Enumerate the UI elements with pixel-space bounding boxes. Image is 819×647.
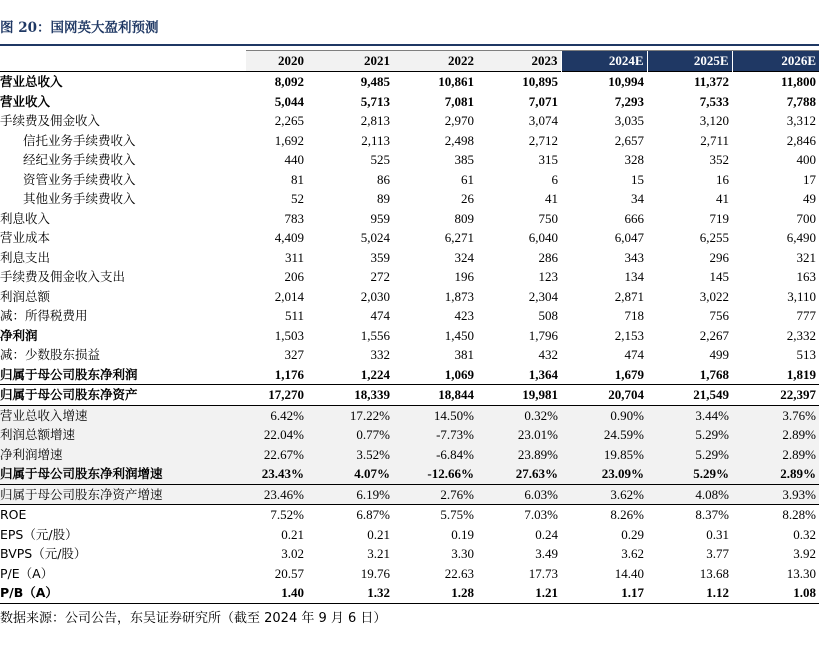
row-label: 净利润 — [0, 327, 38, 343]
cell-value: 2,153 — [614, 327, 644, 343]
cell-value: 23.09% — [561, 464, 647, 484]
row-label: 资管业务手续费收入 — [23, 171, 136, 187]
cell-value: 27.63% — [477, 464, 561, 484]
row-label: P/E（A） — [0, 565, 54, 581]
cell-value: 49 — [803, 191, 816, 206]
cell-value: 511 — [284, 308, 304, 323]
table-row — [0, 228, 819, 248]
table-row — [0, 287, 819, 307]
cell-value: 5.75% — [440, 507, 474, 522]
header-row — [0, 51, 819, 72]
cell-value: 783 — [284, 210, 304, 226]
row-label: P/B（A） — [0, 583, 246, 603]
table-row — [0, 92, 819, 112]
cell-value: 2,970 — [444, 113, 474, 128]
table-row — [0, 564, 819, 584]
cell-value: 432 — [538, 347, 558, 362]
row-label: 归属于母公司股东净资产 — [0, 385, 246, 406]
cell-value: 0.24 — [535, 526, 558, 542]
table-row — [0, 189, 819, 209]
cell-value: 2,014 — [274, 288, 304, 304]
cell-value: 296 — [709, 249, 729, 265]
cell-value: 24.59% — [561, 425, 647, 445]
cell-value: 2,871 — [614, 288, 644, 304]
cell-value: 11,372 — [647, 72, 732, 92]
cell-value: 61 — [461, 171, 474, 187]
cell-value: 145 — [709, 269, 729, 284]
table-row — [0, 111, 819, 131]
table-row — [0, 248, 819, 268]
cell-value: 328 — [624, 152, 644, 167]
cell-value: 3,035 — [614, 113, 644, 128]
col-header-2025e: 2025E — [647, 51, 732, 72]
cell-value: 6.19% — [307, 484, 393, 505]
cell-value: 20.57 — [274, 565, 304, 581]
cell-value: 1,768 — [647, 365, 732, 385]
cell-value: 7,533 — [699, 93, 729, 109]
cell-value: 0.32% — [477, 405, 561, 425]
cell-value: 809 — [454, 210, 474, 226]
cell-value: 163 — [796, 269, 816, 284]
cell-value: 3,120 — [699, 113, 729, 128]
cell-value: 0.29 — [621, 526, 644, 542]
cell-value: 3.62% — [561, 484, 647, 505]
source-note: 数据来源：公司公告，东吴证券研究所（截至 2024 年 9 月 6 日） — [0, 611, 387, 626]
cell-value: 123 — [538, 269, 558, 284]
cell-value: 3,110 — [787, 288, 816, 304]
row-label: 利息支出 — [0, 249, 51, 265]
cell-value: 1,819 — [732, 365, 819, 385]
cell-value: 21,549 — [647, 385, 732, 406]
cell-value: 2,846 — [786, 132, 816, 148]
cell-value: 5,024 — [360, 230, 390, 245]
row-label: 营业总收入增速 — [0, 405, 246, 425]
cell-value: 1,796 — [528, 327, 558, 343]
table-row — [0, 405, 819, 425]
cell-value: 5.29% — [647, 464, 732, 484]
cell-value: 1,364 — [477, 365, 561, 385]
cell-value: 499 — [709, 347, 729, 362]
cell-value: 2,030 — [360, 288, 390, 304]
cell-value: 381 — [454, 347, 474, 362]
cell-value: 15 — [631, 171, 644, 187]
cell-value: 474 — [370, 308, 390, 323]
table-row — [0, 345, 819, 365]
cell-value: 0.21 — [281, 526, 304, 542]
cell-value: 400 — [796, 152, 816, 167]
row-label: 利息收入 — [0, 210, 51, 226]
cell-value: 6.42% — [246, 405, 307, 425]
cell-value: 5,713 — [360, 93, 390, 109]
cell-value: 2,332 — [786, 327, 816, 343]
col-header-2022: 2022 — [393, 51, 477, 72]
cell-value: 3.44% — [647, 405, 732, 425]
cell-value: 134 — [624, 269, 644, 284]
cell-value: 196 — [454, 269, 474, 284]
cell-value: 8.28% — [782, 507, 816, 522]
row-label: 信托业务手续费收入 — [23, 132, 136, 148]
cell-value: 34 — [631, 191, 644, 206]
cell-value: 3.62 — [621, 546, 644, 561]
cell-value: 19,981 — [477, 385, 561, 406]
cell-value: 206 — [284, 269, 304, 284]
cell-value: 16 — [716, 171, 729, 187]
table-row — [0, 131, 819, 151]
row-label: 利润总额增速 — [0, 425, 246, 445]
cell-value: 385 — [454, 152, 474, 167]
row-label: 减：少数股东损益 — [0, 347, 101, 362]
table-row — [0, 209, 819, 229]
cell-value: 1,556 — [360, 327, 390, 343]
cell-value: 0.32 — [793, 526, 816, 542]
cell-value: 13.30 — [786, 565, 816, 581]
cell-value: -7.73% — [393, 425, 477, 445]
cell-value: 352 — [709, 152, 729, 167]
table-row — [0, 150, 819, 170]
cell-value: 23.01% — [477, 425, 561, 445]
row-label: EPS（元/股） — [0, 526, 78, 542]
cell-value: 1.28 — [393, 583, 477, 603]
row-label: 减：所得税费用 — [0, 308, 88, 323]
table-row — [0, 365, 819, 385]
cell-value: 1,692 — [274, 132, 304, 148]
cell-value: 666 — [624, 210, 644, 226]
cell-value: 7.03% — [524, 507, 558, 522]
cell-value: 2,498 — [444, 132, 474, 148]
cell-value: 23.89% — [477, 445, 561, 465]
col-header-2026e: 2026E — [732, 51, 819, 72]
row-label: BVPS（元/股） — [0, 546, 87, 561]
cell-value: 3.49 — [535, 546, 558, 561]
cell-value: 5.29% — [647, 425, 732, 445]
cell-value: 89 — [377, 191, 390, 206]
cell-value: 2,711 — [700, 132, 729, 148]
cell-value: 22,397 — [732, 385, 819, 406]
table-row — [0, 267, 819, 287]
cell-value: 18,339 — [307, 385, 393, 406]
cell-value: 327 — [284, 347, 304, 362]
cell-value: 6,047 — [614, 230, 644, 245]
cell-value: 1.17 — [561, 583, 647, 603]
cell-value: 6.87% — [356, 507, 390, 522]
cell-value: 19.85% — [561, 445, 647, 465]
cell-value: 2,813 — [360, 113, 390, 128]
cell-value: 2.89% — [732, 445, 819, 465]
cell-value: 321 — [796, 249, 816, 265]
cell-value: 2,712 — [528, 132, 558, 148]
cell-value: 20,704 — [561, 385, 647, 406]
row-label: 手续费及佣金收入支出 — [0, 269, 126, 284]
cell-value: 19.76 — [360, 565, 390, 581]
cell-value: 2,304 — [528, 288, 558, 304]
table-row — [0, 385, 819, 406]
row-label: 归属于母公司股东净资产增速 — [0, 484, 246, 505]
row-label: 经纪业务手续费收入 — [23, 152, 136, 167]
row-label: ROE — [0, 507, 27, 522]
table-row — [0, 326, 819, 346]
cell-value: 272 — [370, 269, 390, 284]
figure-title: 图 20：国网英大盈利预测 — [0, 20, 159, 36]
cell-value: 4,409 — [274, 230, 304, 245]
row-label: 营业收入 — [0, 93, 51, 109]
cell-value: 17 — [803, 171, 816, 187]
row-label: 营业总收入 — [0, 72, 246, 92]
cell-value: 315 — [538, 152, 558, 167]
cell-value: 1.12 — [647, 583, 732, 603]
row-label: 其他业务手续费收入 — [23, 191, 136, 206]
cell-value: 2.76% — [393, 484, 477, 505]
cell-value: 700 — [796, 210, 816, 226]
cell-value: 10,861 — [393, 72, 477, 92]
row-label: 净利润增速 — [0, 445, 246, 465]
cell-value: 2,657 — [614, 132, 644, 148]
cell-value: 718 — [624, 308, 644, 323]
col-header-2021: 2021 — [307, 51, 393, 72]
cell-value: 86 — [377, 171, 390, 187]
cell-value: 18,844 — [393, 385, 477, 406]
cell-value: 3.93% — [732, 484, 819, 505]
table-row — [0, 505, 819, 525]
col-header-2020: 2020 — [246, 51, 307, 72]
cell-value: 6,490 — [786, 230, 816, 245]
table-row — [0, 72, 819, 92]
table-row — [0, 583, 819, 603]
cell-value: 5,044 — [274, 93, 304, 109]
cell-value: 324 — [454, 249, 474, 265]
cell-value: 343 — [624, 249, 644, 265]
cell-value: 3.76% — [732, 405, 819, 425]
cell-value: 6,255 — [699, 230, 729, 245]
cell-value: 11,800 — [732, 72, 819, 92]
cell-value: 52 — [291, 191, 304, 206]
cell-value: 3.21 — [367, 546, 390, 561]
row-label: 手续费及佣金收入 — [0, 113, 101, 128]
cell-value: 7,071 — [528, 93, 558, 109]
cell-value: 4.08% — [647, 484, 732, 505]
cell-value: 311 — [284, 249, 304, 265]
cell-value: 1,503 — [274, 327, 304, 343]
cell-value: 10,895 — [477, 72, 561, 92]
cell-value: 22.04% — [246, 425, 307, 445]
cell-value: 2,265 — [274, 113, 304, 128]
cell-value: 6 — [551, 171, 558, 187]
cell-value: 1,450 — [444, 327, 474, 343]
cell-value: 719 — [709, 210, 729, 226]
cell-value: 508 — [538, 308, 558, 323]
cell-value: 6.03% — [477, 484, 561, 505]
cell-value: 4.07% — [307, 464, 393, 484]
cell-value: 22.67% — [246, 445, 307, 465]
cell-value: 359 — [370, 249, 390, 265]
table-row — [0, 425, 819, 445]
cell-value: 0.90% — [561, 405, 647, 425]
cell-value: 8.26% — [610, 507, 644, 522]
header-corner — [0, 51, 246, 72]
row-label: 利润总额 — [0, 288, 51, 304]
table-row — [0, 464, 819, 484]
cell-value: -6.84% — [393, 445, 477, 465]
cell-value: 41 — [545, 191, 558, 206]
table-row — [0, 445, 819, 465]
cell-value: 0.31 — [706, 526, 729, 542]
table-row — [0, 525, 819, 545]
cell-value: 1,679 — [561, 365, 647, 385]
cell-value: 1,873 — [444, 288, 474, 304]
table-row — [0, 544, 819, 564]
row-label: 归属于母公司股东净利润增速 — [0, 464, 246, 484]
cell-value: 3,074 — [528, 113, 558, 128]
cell-value: 1,069 — [393, 365, 477, 385]
cell-value: 2,113 — [361, 132, 390, 148]
table-row — [0, 484, 819, 505]
cell-value: 6,271 — [444, 230, 474, 245]
profit-forecast-table — [0, 50, 819, 604]
col-header-2023: 2023 — [477, 51, 561, 72]
cell-value: 474 — [624, 347, 644, 362]
cell-value: -12.66% — [393, 464, 477, 484]
cell-value: 7,293 — [614, 93, 644, 109]
cell-value: 3.30 — [451, 546, 474, 561]
row-label: 归属于母公司股东净利润 — [0, 365, 246, 385]
cell-value: 23.46% — [246, 484, 307, 505]
cell-value: 1.40 — [246, 583, 307, 603]
cell-value: 3,022 — [699, 288, 729, 304]
cell-value: 1,224 — [307, 365, 393, 385]
cell-value: 3.92 — [793, 546, 816, 561]
cell-value: 7,788 — [786, 93, 816, 109]
cell-value: 332 — [370, 347, 390, 362]
cell-value: 0.77% — [307, 425, 393, 445]
cell-value: 14.40 — [614, 565, 644, 581]
cell-value: 3.52% — [307, 445, 393, 465]
cell-value: 959 — [370, 210, 390, 226]
cell-value: 17.22% — [307, 405, 393, 425]
cell-value: 14.50% — [393, 405, 477, 425]
title-rule — [0, 44, 819, 46]
cell-value: 756 — [709, 308, 729, 323]
table-row — [0, 306, 819, 326]
cell-value: 2.89% — [732, 425, 819, 445]
cell-value: 8,092 — [246, 72, 307, 92]
cell-value: 286 — [538, 249, 558, 265]
cell-value: 525 — [370, 152, 390, 167]
cell-value: 6,040 — [528, 230, 558, 245]
cell-value: 7,081 — [444, 93, 474, 109]
cell-value: 777 — [796, 308, 816, 323]
cell-value: 513 — [796, 347, 816, 362]
cell-value: 8.37% — [695, 507, 729, 522]
cell-value: 22.63 — [444, 565, 474, 581]
col-header-2024e: 2024E — [561, 51, 647, 72]
cell-value: 1.21 — [477, 583, 561, 603]
table-row — [0, 170, 819, 190]
cell-value: 3,312 — [786, 113, 816, 128]
cell-value: 0.21 — [367, 526, 390, 542]
cell-value: 1,176 — [246, 365, 307, 385]
cell-value: 2,267 — [699, 327, 729, 343]
cell-value: 7.52% — [270, 507, 304, 522]
cell-value: 23.43% — [246, 464, 307, 484]
cell-value: 41 — [716, 191, 729, 206]
cell-value: 2.89% — [732, 464, 819, 484]
cell-value: 10,994 — [561, 72, 647, 92]
row-label: 营业成本 — [0, 230, 51, 245]
cell-value: 13.68 — [699, 565, 729, 581]
cell-value: 423 — [454, 308, 474, 323]
cell-value: 0.19 — [451, 526, 474, 542]
cell-value: 3.77 — [706, 546, 729, 561]
cell-value: 5.29% — [647, 445, 732, 465]
cell-value: 17.73 — [528, 565, 558, 581]
cell-value: 3.02 — [281, 546, 304, 561]
cell-value: 81 — [291, 171, 304, 187]
cell-value: 750 — [538, 210, 558, 226]
cell-value: 17,270 — [246, 385, 307, 406]
cell-value: 1.08 — [732, 583, 819, 603]
cell-value: 1.32 — [307, 583, 393, 603]
cell-value: 26 — [461, 191, 474, 206]
cell-value: 440 — [284, 152, 304, 167]
cell-value: 9,485 — [307, 72, 393, 92]
